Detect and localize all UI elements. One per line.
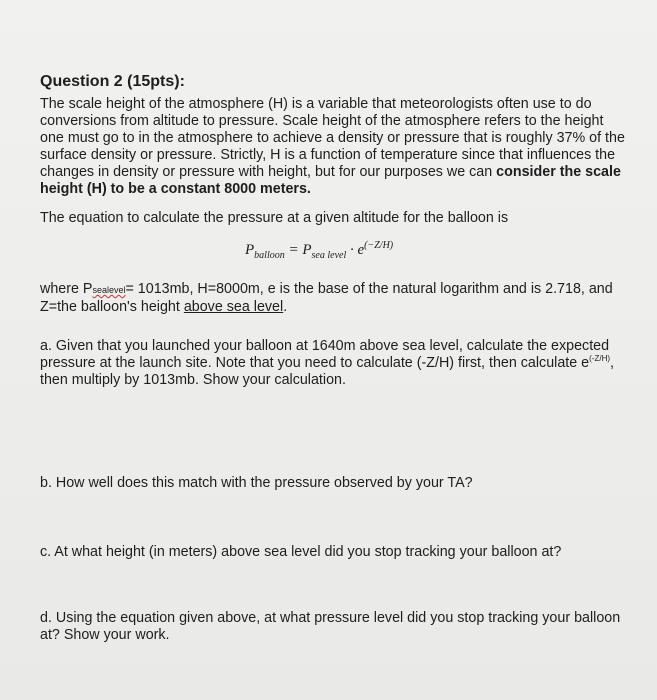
equation-intro: The equation to calculate the pressure at a given altitude for the balloon is	[40, 210, 509, 226]
question-title: Question 2 (15pts):	[40, 73, 185, 90]
question-a: a. Given that you launched your balloon at 1640m above sea level, calculate the expected pressure at the launch site. Note that you need to calculate (-Z/H) first, then calculate $e^{(-Z/H)}$, then multiply by 1013mb. Show your calculation.	[40, 338, 614, 388]
where-paragraph: where Psealevel= 1013mb, H=8000m, e is the base of the natural logarithm and is 2.718, and Z=the balloon's height above sea level.	[40, 281, 613, 315]
pressure-equation: $P_{balloon} = P_{sea level} \cdot e^{(-Z/H)}$	[245, 240, 394, 261]
intro-paragraph	[40, 96, 630, 198]
question-d: d. Using the equation given above, at what pressure level did you stop tracking your balloon at? Show your work.	[40, 610, 621, 643]
intro-text: The scale height of the atmosphere (H) is a variable that meteorologists often use to do conversions from altitude to pressure. Scale height of the atmosphere refers to the height one must go to in the atmosphere to achieve a density or pressure that is roughly 37% of the surface density or pressure. Strictly, H is a function of temperature since that influences the changes in density or pressure with height, but for our purposes we can	[40, 96, 625, 180]
question-c: c. At what height (in meters) above sea level did you stop tracking your balloon at?	[40, 544, 562, 560]
intro-bold: consider the scale height (H) to be a constant 8000 meters.	[40, 164, 621, 197]
question-b: b. How well does this match with the pressure observed by your TA?	[40, 475, 473, 491]
